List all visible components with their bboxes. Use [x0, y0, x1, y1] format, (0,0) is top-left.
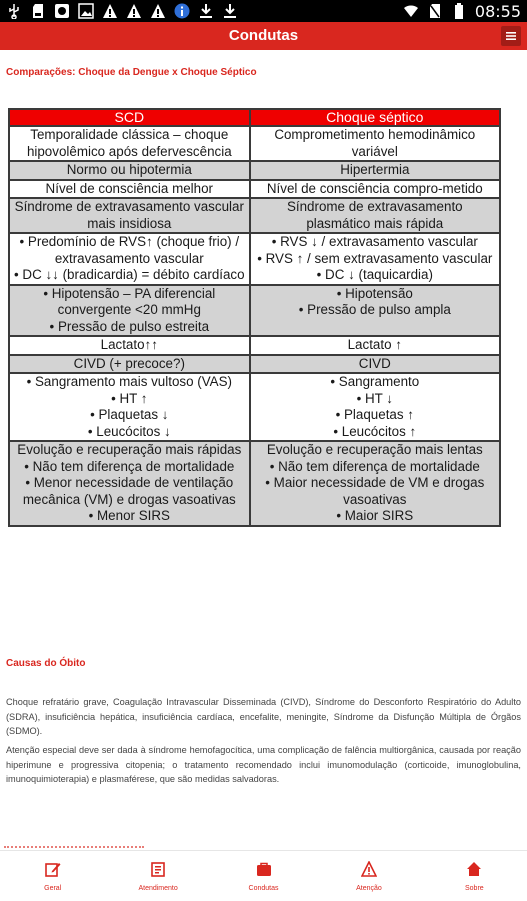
- table-row: [9, 285, 500, 337]
- table-cell-line: • Pressão de pulso ampla: [298, 302, 451, 317]
- warning-icon: [361, 861, 377, 881]
- table-cell-septico: [250, 233, 500, 285]
- table-cell-line: CIVD (+ precoce?): [73, 355, 185, 371]
- battery-icon: [451, 3, 467, 19]
- table-cell-scd: [9, 161, 250, 180]
- game-icon: [54, 3, 70, 19]
- table-cell-scd: [9, 198, 250, 233]
- table-cell-scd: [9, 355, 250, 374]
- table-cell-septico: [250, 355, 500, 374]
- menu-button[interactable]: [501, 26, 521, 46]
- table-cell-line: • Sangramento: [330, 374, 420, 389]
- nav-item-atendimento[interactable]: [105, 851, 210, 901]
- table-cell-line: • Menor necessidade de ventilação mecânica (VM) e drogas vasoativas: [22, 475, 236, 507]
- table-cell-septico: [250, 126, 500, 161]
- table-row: [9, 198, 500, 233]
- table-row: [9, 336, 500, 355]
- table-cell-line: • Maior necessidade de VM e drogas vasoativas: [265, 475, 485, 507]
- nav-label-atencao: Atenção: [356, 884, 382, 892]
- table-cell-line: • Hipotensão – PA diferencial convergente <20 mmHg: [43, 285, 216, 317]
- table-cell-scd: [9, 336, 250, 355]
- table-cell-line: • HT ↓: [356, 390, 393, 406]
- bag-icon: [256, 861, 272, 881]
- no-sim-icon: [427, 3, 443, 19]
- table-cell-line: Nível de consciência compro-metido: [266, 180, 483, 196]
- table-cell-line: Lactato ↑: [347, 337, 402, 352]
- table-cell-line: Evolução e recuperação mais lentas: [266, 442, 483, 457]
- table-cell-scd: [9, 441, 250, 526]
- table-cell-line: • HT ↑: [111, 390, 148, 406]
- table-row: [9, 373, 500, 441]
- nav-item-geral[interactable]: [0, 851, 105, 901]
- table-cell-septico: [250, 180, 500, 199]
- menu-icon: [506, 29, 516, 44]
- bottom-nav: [0, 850, 527, 901]
- table-body: [9, 126, 500, 526]
- paragraph-attention: Atenção especial deve ser dada à síndrome hemofagocítica, uma complicação de falência multiorgânica, causada por reação hiperimune e progressiva citopenia; o tratamento recomendado inclui imunomodulação (corticoide, imunoglobulina, imunoquimioterapia) e plasmaférese, que são medidas salvadoras.: [6, 745, 521, 784]
- table-row: [9, 355, 500, 374]
- image-icon: [78, 3, 94, 19]
- clipboard-icon: [151, 861, 165, 881]
- table-cell-line: • Não tem diferença de mortalidade: [269, 458, 480, 474]
- table-cell-line: Hipertermia: [340, 162, 410, 177]
- table-cell-line: • Não tem diferença de mortalidade: [24, 458, 235, 474]
- nav-label-sobre: Sobre: [464, 884, 484, 892]
- nav-label-atendimento: Atendimento: [138, 884, 178, 892]
- sd-card-icon: [30, 3, 46, 19]
- section-title-causes: Causas do Óbito: [6, 658, 86, 669]
- table-cell-line: • RVS ↓ / extravasamento vascular: [271, 234, 478, 249]
- table-cell-septico: [250, 441, 500, 526]
- table-cell-septico: [250, 373, 500, 441]
- table-cell-line: • RVS ↑ / sem extravasamento vascular: [257, 250, 493, 266]
- download-icon: [198, 3, 214, 19]
- table-row: [9, 441, 500, 526]
- download-icon: [222, 3, 238, 19]
- table-cell-scd: [9, 180, 250, 199]
- status-right-icons: [403, 0, 521, 22]
- table-cell-line: Comprometimento hemodinâmico variável: [274, 127, 476, 159]
- nav-item-condutas[interactable]: [211, 851, 316, 901]
- nav-label-geral: Geral: [44, 884, 62, 892]
- wifi-icon: [403, 3, 419, 19]
- table-cell-line: CIVD: [358, 355, 391, 371]
- edit-icon: [45, 861, 61, 881]
- table-header-row: [9, 109, 500, 126]
- table-cell-septico: [250, 336, 500, 355]
- table-cell-scd: [9, 126, 250, 161]
- table-cell-line: • Leucócitos ↑: [333, 423, 417, 439]
- table-cell-line: Síndrome de extravasamento vascular mais insidiosa: [14, 199, 244, 231]
- table-cell-scd: [9, 233, 250, 285]
- table-cell-line: Lactato↑↑: [100, 337, 158, 352]
- table-cell-line: • Maior SIRS: [336, 508, 414, 523]
- app-bar: [0, 22, 527, 50]
- table-cell-line: • Plaquetas ↑: [335, 407, 414, 422]
- table-cell-line: • Predomínio de RVS↑ (choque frio) / extravasamento vascular: [19, 234, 240, 266]
- table-header-choque-septico: Choque séptico: [250, 109, 500, 126]
- table-row: [9, 126, 500, 161]
- table-cell-line: Evolução e recuperação mais rápidas: [17, 442, 242, 457]
- table-cell-line: • Menor SIRS: [88, 508, 170, 523]
- nav-label-condutas: Condutas: [248, 884, 279, 892]
- page-title: Condutas: [228, 27, 299, 44]
- table-cell-line: • Pressão de pulso estreita: [49, 318, 210, 334]
- warning-icon: [102, 3, 118, 19]
- table-cell-line: Síndrome de extravasamento plasmático mais rápida: [286, 199, 463, 231]
- table-row: [9, 180, 500, 199]
- warning-icon: [126, 3, 142, 19]
- table-row: [9, 233, 500, 285]
- table-cell-line: • Hipotensão: [336, 285, 413, 301]
- paragraph-causes: Choque refratário grave, Coagulação Intravascular Disseminada (CIVD), Síndrome do Desconforto Respiratório do Adulto (SDRA), insuficiência hepática, insuficiência cardíaca, encefalite, meningite, Síndrome da Disfunção Múltipla de Órgãos (SDMO).: [6, 697, 521, 736]
- table-cell-septico: [250, 161, 500, 180]
- table-cell-septico: [250, 198, 500, 233]
- home-icon: [466, 861, 482, 881]
- status-left-icons: [6, 0, 238, 22]
- comparison-table: [8, 108, 501, 527]
- table-row: [9, 161, 500, 180]
- table-cell-line: • Plaquetas ↓: [90, 407, 169, 422]
- section-title-comparison: Comparações: Choque da Dengue x Choque Séptico: [6, 67, 257, 78]
- table-cell-line: • Sangramento mais vultoso (VAS): [26, 374, 232, 389]
- table-cell-line: Nível de consciência melhor: [45, 180, 214, 196]
- warning-icon: [150, 3, 166, 19]
- nav-item-atencao[interactable]: [316, 851, 421, 901]
- table-cell-scd: [9, 373, 250, 441]
- content-area[interactable]: [0, 50, 527, 850]
- table-cell-scd: [9, 285, 250, 337]
- table-cell-line: Normo ou hipotermia: [66, 162, 192, 177]
- status-time: 08:55: [474, 1, 521, 21]
- table-cell-line: • DC ↓ (taquicardia): [316, 267, 433, 282]
- table-header-scd: SCD: [9, 109, 250, 126]
- usb-icon: [6, 3, 22, 19]
- table-cell-line: • DC ↓↓ (bradicardia) = débito cardíaco: [14, 267, 245, 282]
- status-bar: [0, 0, 527, 22]
- table-cell-septico: [250, 285, 500, 337]
- info-icon: [174, 3, 190, 19]
- table-cell-line: • Leucócitos ↓: [87, 423, 171, 439]
- table-cell-line: Temporalidade clássica – choque hipovolêmico após defervescência: [26, 127, 232, 159]
- nav-item-sobre[interactable]: [422, 851, 527, 901]
